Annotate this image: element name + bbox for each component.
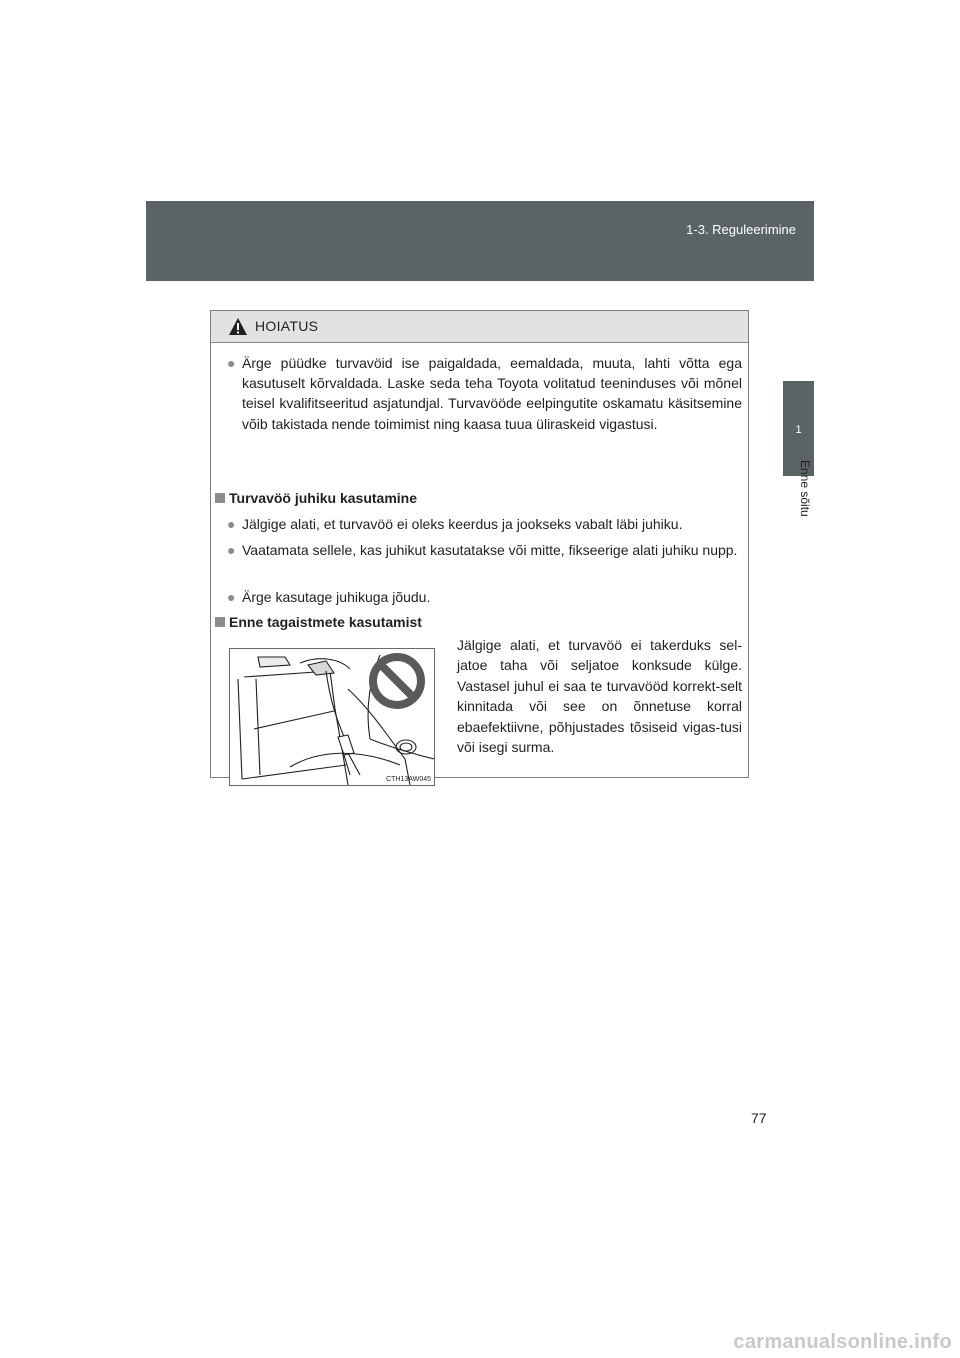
- list-item: [227, 587, 742, 607]
- warning-header: [211, 311, 748, 343]
- chapter-number: 1: [795, 424, 802, 436]
- warning-box: [210, 310, 749, 783]
- illustration-code: CTH13AW045: [386, 776, 431, 783]
- intro-bullet: [227, 353, 742, 434]
- list-item: [227, 540, 742, 560]
- bullet-dot-icon: ●: [227, 542, 236, 558]
- rear-seat-warning-text: Jälgige alati, et turvavöö ei takerduks sel-jatoe taha või seljatoe konksude külge. Vastasel juhul ei saa te turvavööd korrekt-selt kinnitada või see on õnnetuse korral ebaefektiivne, põhjustades tõsiseid vigas-tusi või isegi surma.: [457, 637, 742, 756]
- seatbelt-illustration: [229, 648, 435, 786]
- section-heading-guide: [215, 488, 417, 508]
- page-number: 77: [751, 1110, 767, 1126]
- square-marker-icon: [215, 617, 225, 627]
- square-marker-icon: [215, 493, 225, 503]
- list-item-text: Vaatamata sellele, kas juhikut kasutatakse või mitte, fikseerige alati juhiku nupp.: [242, 542, 738, 558]
- chapter-title: Enne sõitu: [798, 460, 812, 517]
- header-band: [146, 201, 814, 281]
- section-heading-text: Turvavöö juhiku kasutamine: [229, 490, 418, 506]
- bullet-dot-icon: ●: [227, 355, 236, 371]
- warning-triangle-icon: [228, 317, 248, 336]
- list-item: [227, 514, 742, 534]
- section-label: 1-3. Reguleerimine: [686, 222, 796, 237]
- section-heading-text: Enne tagaistmete kasutamist: [229, 614, 422, 630]
- watermark: carmanualsonline.info: [733, 1331, 952, 1353]
- intro-bullet-text: Ärge püüdke turvavöid ise paigaldada, eemaldada, muuta, lahti võtta ega kasutuselt kõrvaldada. Laske seda teha Toyota volitatud teeninduses või mõnel teisel kvalifitseeritud asjatundjal. Turvavööde eelpingutite oskamatu käsitsemine võib takistada nende toimimist ning kaasa tuua üliraskeid vigastusi.: [242, 355, 742, 432]
- list-item-text: Jälgige alati, et turvavöö ei oleks keerdus ja jookseks vabalt läbi juhiku.: [242, 516, 683, 532]
- bullet-dot-icon: ●: [227, 516, 236, 532]
- bullet-dot-icon: ●: [227, 589, 236, 605]
- list-item-text: Ärge kasutage juhikuga jõudu.: [242, 589, 431, 605]
- section-heading-rear-seats: [215, 612, 422, 632]
- rear-seat-illustration-icon: [230, 649, 434, 785]
- warning-title: HOIATUS: [255, 318, 319, 334]
